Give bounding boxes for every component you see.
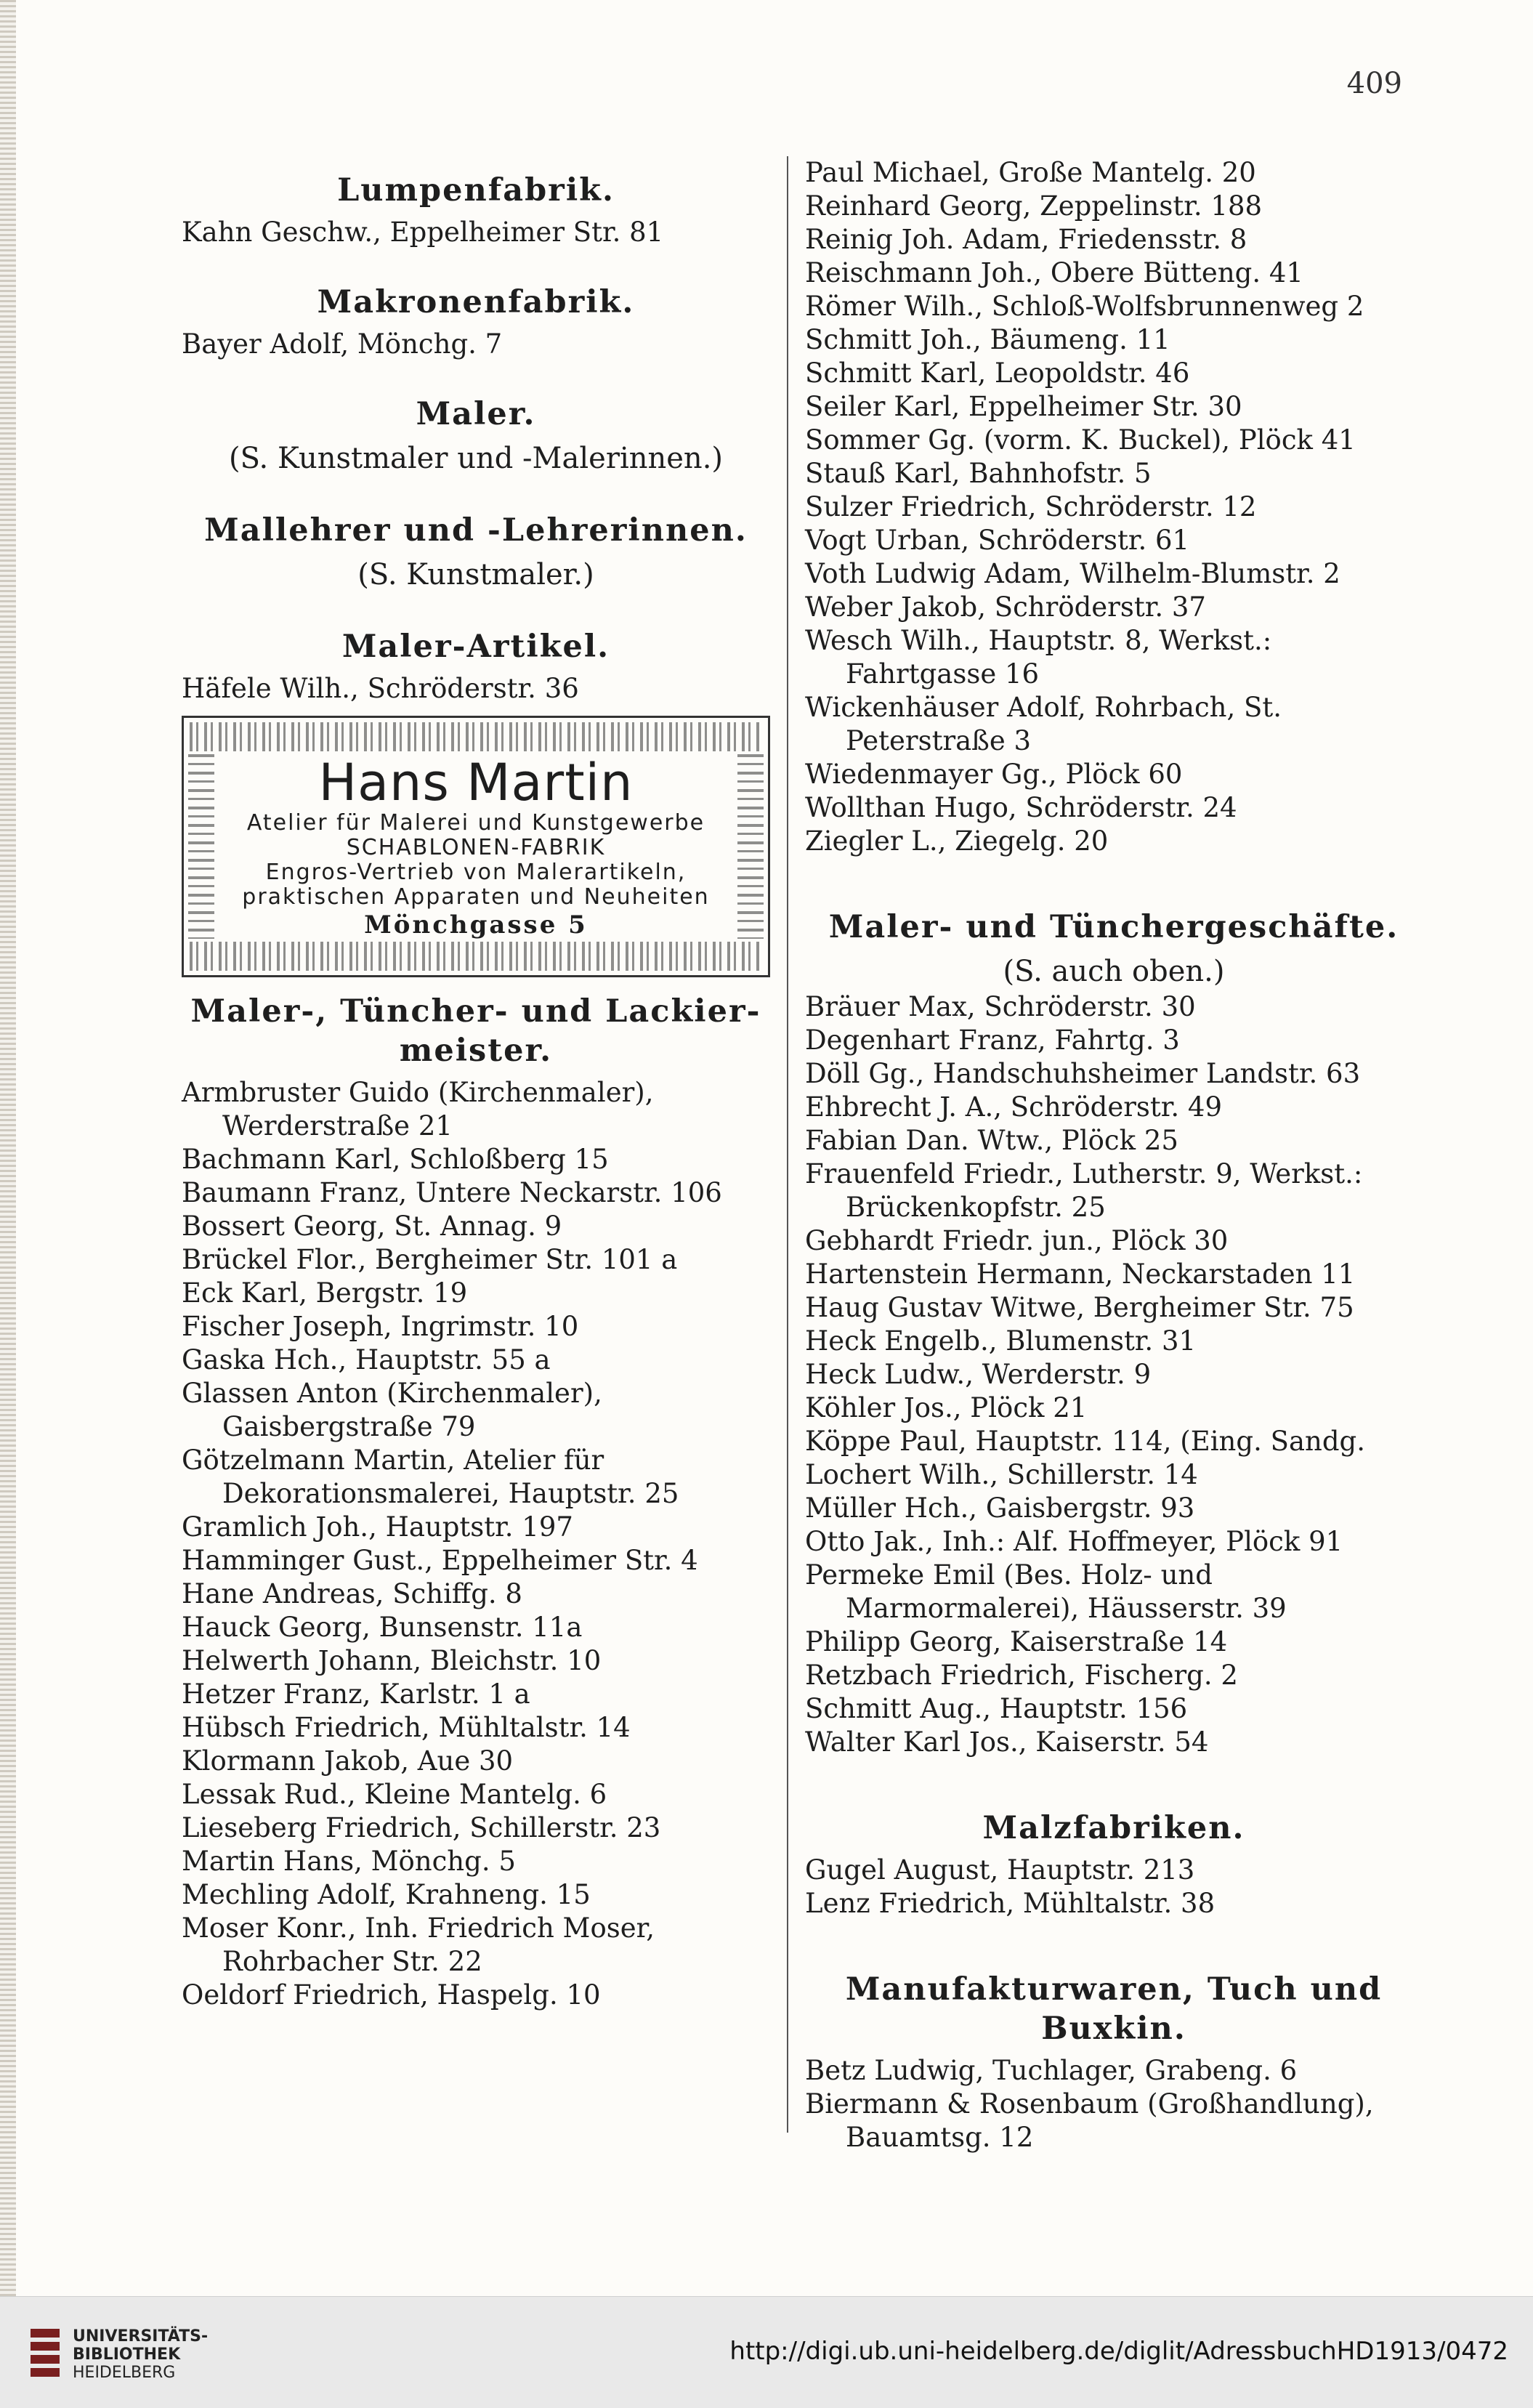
directory-entry: Brückel Flor., Bergheimer Str. 101 a — [182, 1244, 678, 1275]
directory-entry: Sulzer Friedrich, Schröderstr. 12 — [805, 491, 1257, 522]
section-list-tuenchergeschaefte — [805, 990, 1423, 1759]
directory-entry: Hartenstein Hermann, Neckarstaden 11 — [805, 1258, 1356, 1290]
ad-line-2: SCHABLONEN-FABRIK — [346, 835, 606, 860]
directory-entry: Reinhard Georg, Zeppelinstr. 188 — [805, 190, 1263, 222]
directory-entry: Bachmann Karl, Schloßberg 15 — [182, 1144, 609, 1175]
directory-entry: Helwerth Johann, Bleichstr. 10 — [182, 1645, 602, 1676]
directory-entry: Reinig Joh. Adam, Friedensstr. 8 — [805, 224, 1247, 255]
right-column — [805, 156, 1423, 2154]
footer-bar — [0, 2296, 1533, 2408]
section-heading-tuenchergeschaefte: Maler- und Tünchergeschäfte. — [828, 909, 1399, 945]
ad-ornament-right — [737, 754, 764, 939]
directory-entry: Wollthan Hugo, Schröderstr. 24 — [805, 792, 1237, 823]
directory-entry: Lessak Rud., Kleine Mantelg. 6 — [182, 1779, 607, 1810]
section-note-tuenchergeschaefte: (S. auch oben.) — [1003, 955, 1225, 988]
directory-entry: Betz Ludwig, Tuchlager, Grabeng. 6 — [805, 2055, 1298, 2086]
ad-line-1: Atelier für Malerei und Kunstgewerbe — [246, 810, 705, 836]
directory-entry: Permeke Emil (Bes. Holz- und Marmormalerei), Häusserstr. 39 — [805, 1559, 1287, 1624]
directory-entry: Biermann & Rosenbaum (Großhandlung), Bauamtsg. 12 — [805, 2088, 1374, 2153]
scan-edge-strip — [0, 0, 16, 2296]
directory-entry: Wesch Wilh., Hauptstr. 8, Werkst.: Fahrtgasse 16 — [805, 625, 1272, 690]
directory-entry: Heck Ludw., Werderstr. 9 — [805, 1359, 1152, 1390]
directory-entry: Ziegler L., Ziegelg. 20 — [805, 825, 1109, 857]
directory-entry: Otto Jak., Inh.: Alf. Hoffmeyer, Plöck 91 — [805, 1526, 1343, 1557]
directory-entry: Döll Gg., Handschuhsheimer Landstr. 63 — [805, 1058, 1361, 1089]
section-list-malzfabriken — [805, 1854, 1423, 1920]
ad-company-name: Hans Martin — [318, 753, 634, 812]
directory-entry: Haug Gustav Witwe, Bergheimer Str. 75 — [805, 1292, 1354, 1323]
directory-entry: Bossert Georg, St. Annag. 9 — [182, 1211, 562, 1242]
ad-content — [220, 754, 732, 939]
directory-entry: Armbruster Guido (Kirchenmaler), Werderstraße 21 — [182, 1077, 654, 1142]
directory-entry: Retzbach Friedrich, Fischerg. 2 — [805, 1660, 1238, 1691]
ad-line-3: Engros-Vertrieb von Malerartikeln, — [265, 860, 687, 885]
directory-entry: Köppe Paul, Hauptstr. 114, (Eing. Sandg. — [805, 1426, 1365, 1457]
ad-ornament-left — [188, 754, 214, 939]
directory-entry: Glassen Anton (Kirchenmaler), Gaisbergstraße 79 — [182, 1378, 602, 1442]
section-heading-malzfabriken: Malzfabriken. — [982, 1810, 1245, 1846]
directory-entry: Stauß Karl, Bahnhofstr. 5 — [805, 458, 1152, 489]
directory-entry: Wickenhäuser Adolf, Rohrbach, St. Peterstraße 3 — [805, 692, 1282, 756]
section-list-lackiermeister — [182, 1076, 770, 2012]
directory-entry: Hübsch Friedrich, Mühltalstr. 14 — [182, 1712, 631, 1743]
directory-entry: Müller Hch., Gaisbergstr. 93 — [805, 1492, 1195, 1524]
directory-entry: Schmitt Aug., Hauptstr. 156 — [805, 1693, 1188, 1724]
section-heading-maler: Maler. — [416, 396, 536, 432]
directory-entry: Martin Hans, Mönchg. 5 — [182, 1846, 516, 1877]
directory-entry: Heck Engelb., Blumenstr. 31 — [805, 1325, 1197, 1357]
source-url-link[interactable]: http://digi.ub.uni-heidelberg.de/diglit/AdressbuchHD1913/0472 — [729, 2337, 1508, 2366]
directory-entry: Walter Karl Jos., Kaiserstr. 54 — [805, 1726, 1209, 1758]
directory-entry: Ehbrecht J. A., Schröderstr. 49 — [805, 1091, 1222, 1123]
directory-entry: Fischer Joseph, Ingrimstr. 10 — [182, 1311, 579, 1342]
library-name-line-3: HEIDELBERG — [73, 2364, 176, 2382]
section-heading-lackiermeister: Maler-, Tüncher- und Lackier-meister. — [190, 993, 761, 1069]
section-list-manufakturwaren — [805, 2054, 1423, 2154]
directory-entry: Sommer Gg. (vorm. K. Buckel), Plöck 41 — [805, 424, 1356, 456]
directory-entry: Degenhart Franz, Fahrtg. 3 — [805, 1025, 1180, 1056]
directory-entry: Schmitt Joh., Bäumeng. 11 — [805, 324, 1170, 355]
directory-entry: Seiler Karl, Eppelheimer Str. 30 — [805, 391, 1242, 422]
left-column — [182, 156, 770, 2012]
directory-entry: Moser Konr., Inh. Friedrich Moser, Rohrbacher Str. 22 — [182, 1912, 655, 1977]
directory-entry: Vogt Urban, Schröderstr. 61 — [805, 525, 1190, 556]
directory-entry: Gaska Hch., Hauptstr. 55 a — [182, 1344, 551, 1375]
directory-entry: Weber Jakob, Schröderstr. 37 — [805, 591, 1206, 623]
directory-entry: Wiedenmayer Gg., Plöck 60 — [805, 759, 1183, 790]
section-list-makronenfabrik — [182, 328, 770, 361]
directory-entry: Bräuer Max, Schröderstr. 30 — [805, 991, 1196, 1022]
directory-entry: Lenz Friedrich, Mühltalstr. 38 — [805, 1888, 1216, 1919]
library-name — [73, 2327, 208, 2382]
page-number: 409 — [1346, 67, 1402, 100]
directory-entry: Bayer Adolf, Mönchg. 7 — [182, 328, 503, 360]
section-heading-lumpenfabrik: Lumpenfabrik. — [337, 172, 615, 209]
directory-entry: Philipp Georg, Kaiserstraße 14 — [805, 1626, 1228, 1657]
section-list-maler-artikel — [182, 672, 770, 706]
directory-entry: Gebhardt Friedr. jun., Plöck 30 — [805, 1225, 1229, 1256]
section-note-maler: (S. Kunstmaler und -Malerinnen.) — [228, 442, 724, 475]
directory-entry: Voth Ludwig Adam, Wilhelm-Blumstr. 2 — [805, 558, 1340, 589]
directory-entry: Paul Michael, Große Mantelg. 20 — [805, 157, 1256, 188]
directory-entry: Fabian Dan. Wtw., Plöck 25 — [805, 1125, 1178, 1156]
directory-entry: Baumann Franz, Untere Neckarstr. 106 — [182, 1177, 722, 1208]
directory-entry: Gugel August, Hauptstr. 213 — [805, 1854, 1195, 1886]
section-heading-manufakturwaren: Manufakturwaren, Tuch und Buxkin. — [845, 1971, 1383, 2047]
ad-ornament-bottom — [190, 942, 762, 971]
ad-ornament-top — [190, 722, 762, 751]
directory-entry: Gramlich Joh., Hauptstr. 197 — [182, 1511, 573, 1543]
section-heading-maler-artikel: Maler-Artikel. — [341, 629, 610, 665]
directory-entry: Schmitt Karl, Leopoldstr. 46 — [805, 357, 1190, 389]
directory-entry: Häfele Wilh., Schröderstr. 36 — [182, 673, 579, 704]
ad-line-4: praktischen Apparaten und Neuheiten — [242, 884, 710, 910]
ad-street: Mönchgasse 5 — [364, 910, 588, 940]
column-divider — [787, 156, 788, 2133]
section-heading-mallehrer: Mallehrer und -Lehrerinnen. — [204, 512, 748, 549]
directory-entry: Mechling Adolf, Krahneng. 15 — [182, 1879, 591, 1910]
directory-entry: Lochert Wilh., Schillerstr. 14 — [805, 1459, 1198, 1490]
directory-entry: Köhler Jos., Plöck 21 — [805, 1392, 1088, 1423]
directory-entry: Götzelmann Martin, Atelier für Dekorationsmalerei, Hauptstr. 25 — [182, 1445, 679, 1509]
section-note-mallehrer: (S. Kunstmaler.) — [357, 558, 594, 591]
directory-entry: Hetzer Franz, Karlstr. 1 a — [182, 1678, 530, 1710]
directory-entry: Oeldorf Friedrich, Haspelg. 10 — [182, 1979, 601, 2011]
directory-entry: Hauck Georg, Bunsenstr. 11a — [182, 1612, 583, 1643]
directory-entry: Römer Wilh., Schloß-Wolfsbrunnenweg 2 — [805, 291, 1364, 322]
directory-entry: Lieseberg Friedrich, Schillerstr. 23 — [182, 1812, 661, 1843]
section-list-lumpenfabrik — [182, 216, 770, 249]
directory-entry: Klormann Jakob, Aue 30 — [182, 1745, 514, 1777]
section-heading-makronenfabrik: Makronenfabrik. — [317, 284, 635, 320]
university-library-logo-icon — [28, 2326, 62, 2380]
directory-entry: Reischmann Joh., Obere Bütteng. 41 — [805, 257, 1303, 288]
advertisement-hans-martin — [182, 716, 770, 977]
directory-entry: Hane Andreas, Schiffg. 8 — [182, 1578, 522, 1609]
directory-entry: Kahn Geschw., Eppelheimer Str. 81 — [182, 217, 664, 248]
library-name-line-1: UNIVERSITÄTS- — [73, 2327, 209, 2346]
library-name-line-2: BIBLIOTHEK — [73, 2346, 181, 2364]
directory-entry: Frauenfeld Friedr., Lutherstr. 9, Werkst.: Brückenkopfstr. 25 — [805, 1158, 1363, 1223]
directory-entry: Hamminger Gust., Eppelheimer Str. 4 — [182, 1545, 698, 1576]
section-list-continued — [805, 156, 1423, 858]
directory-entry: Eck Karl, Bergstr. 19 — [182, 1277, 468, 1309]
